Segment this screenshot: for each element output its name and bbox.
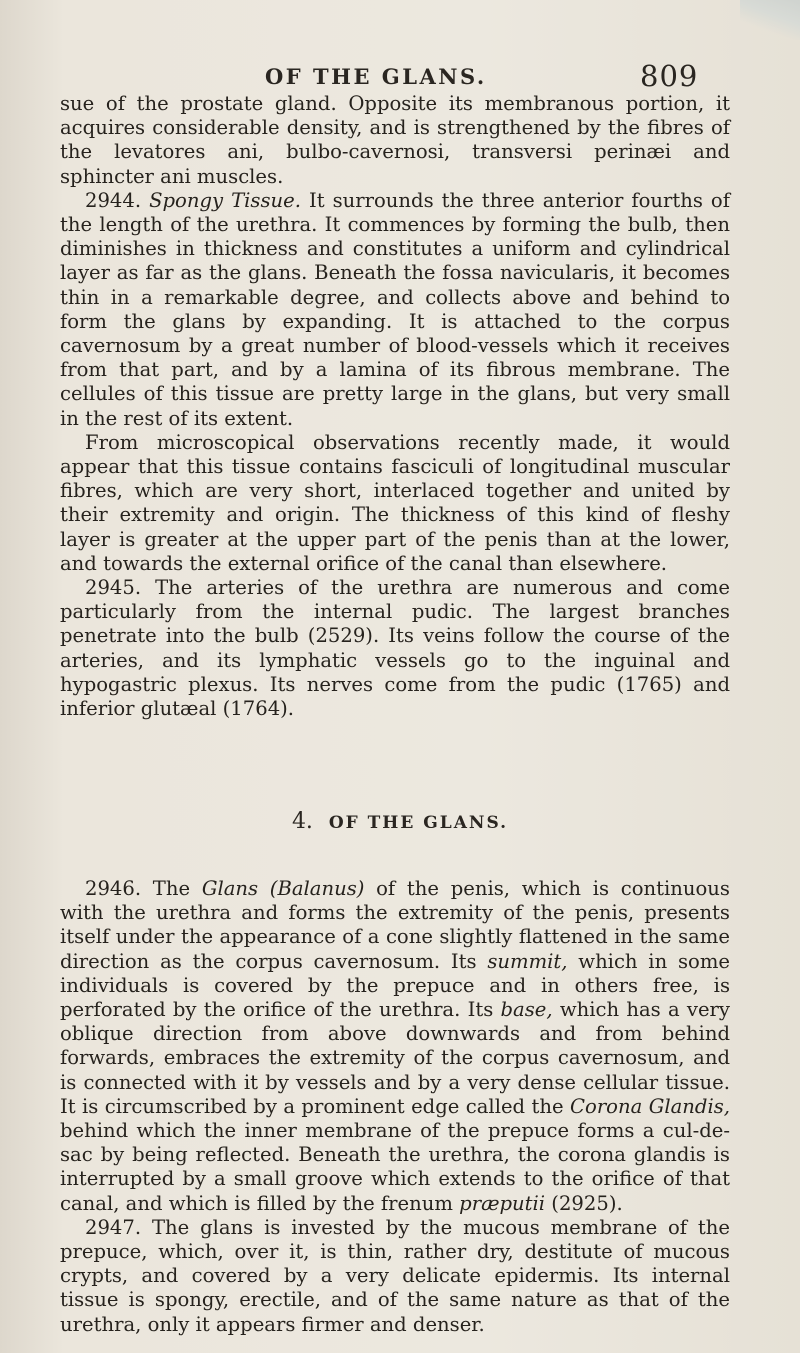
italic-term: summit, [487,949,568,973]
text-run: which has a very oblique direction from above downwards and from behind forwards, embraces the extremity of the corpus cavernosum, and is connected with it by vessels and by a very dense cellular tissue. It is circumscribed by a prominent edge called the [60,998,730,1118]
page-corner-shadow [740,0,800,40]
section-title: OF THE GLANS. [328,813,509,833]
italic-term: Glans (Balanus) [201,877,365,900]
running-title: OF THE GLANS. [265,64,487,89]
italic-term: Spongy Tissue. [149,188,301,212]
italic-term: præputii [459,1191,546,1215]
italic-term: base, [500,998,553,1022]
page-header [0,52,800,92]
text-run: 2945. The arteries of the urethra are numerous and come particularly from the internal pudic. The largest branches penetrate into the bulb (2529). Its veins follow the course of the arteries, and its lymphatic vessels go to the inguinal and hypogastric plexus. Its nerves come from the pudic (1765) and inferior glutæal (1764). [60,576,730,721]
text-run: 2944. [85,188,150,212]
italic-term: Corona Glandis, [570,1094,731,1118]
section-number: 4. [291,809,313,834]
paragraph [60,877,730,1216]
text-run: of the penis, which is continuous with the urethra and forms the extremity of the penis, presents itself under the appearance of a cone slightly flattened in the same direction as the corpus cavernosum. Its [60,877,730,973]
paragraph [60,576,730,721]
body-text-upper [60,92,730,721]
text-run: 2947. The glans is invested by the mucous membrane of the prepuce, which, over it, is thin, rather dry, destitute of mucous crypts, and covered by a very delicate epidermis. Its internal tissue is spongy, erectile, and of the same nature as that of the urethra, only it appears firmer and denser. [60,1215,730,1336]
paragraph [60,431,730,576]
paragraph [60,189,730,431]
text-run: (2925). [545,1191,623,1215]
text-run: 2946. The [85,877,202,900]
body-text-lower [60,877,730,1337]
paragraph [60,92,730,189]
text-run: sue of the prostate gland. Opposite its membranous portion, it acquires considerable density, and is strengthened by the fibres of the levatores ani, bulbo-cavernosi, transversi perinæi and sphincter ani muscles. [60,92,730,188]
text-run: which in some individuals is covered by the prepuce and in others free, is perforated by the orifice of the urethra. Its [60,949,730,1022]
text-run: behind which the inner membrane of the prepuce forms a cul-de-sac by being reflected. Beneath the urethra, the corona glandis is interrupted by a small groove which extends to the orifice of that canal, and which is filled by the frenum [60,1119,730,1215]
paragraph [60,1216,730,1337]
text-run: It surrounds the three anterior fourths of the length of the urethra. It commences by forming the bulb, then diminishes in thickness and constitutes a uniform and cylindrical layer as far as the glans. Beneath the fossa navicularis, it becomes thin in a remarkable degree, and collects above and behind to form the glans by expanding. It is attached to the corpus cavernosum by a great number of blood-vessels which it receives from that part, and by a lamina of its fibrous membrane. The cellules of this tissue are pretty large in the glans, but very small in the rest of its extent. [60,188,730,430]
text-run: From microscopical observations recently made, it would appear that this tissue contains fasciculi of longitudinal muscular fibres, which are very short, interlaced together and united by their extremity and origin. The thickness of this kind of fleshy layer is greater at the upper part of the penis than at the lower, and towards the external orifice of the canal than elsewhere. [60,430,730,575]
page-number: 809 [640,59,699,93]
section-heading [0,809,800,834]
